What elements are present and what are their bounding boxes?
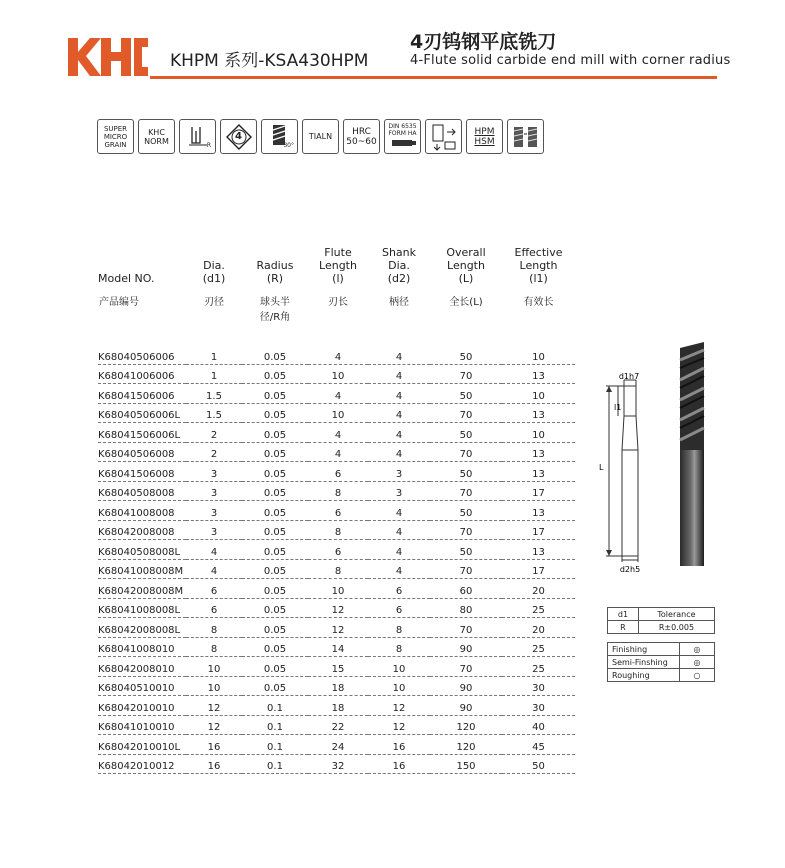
table-cell: 0.05: [242, 559, 308, 579]
table-row: [98, 598, 575, 618]
table-cell: 32: [308, 754, 368, 774]
table-cell: 12: [368, 715, 430, 735]
table-cell: K68040510010: [98, 676, 186, 696]
table-cell: 6: [368, 598, 430, 618]
table-cell: 12: [186, 715, 242, 735]
machining-direction-icon: [425, 119, 462, 154]
semi-finishing-label: Semi-Finshing: [608, 656, 680, 669]
table-cell: 18: [308, 676, 368, 696]
table-cell: 16: [186, 754, 242, 774]
table-cell: 6: [186, 598, 242, 618]
table-cell: 3: [368, 462, 430, 482]
table-cell: 12: [308, 618, 368, 638]
khc-logo: [68, 38, 148, 76]
table-cell: 3: [186, 462, 242, 482]
table-row: [98, 696, 575, 716]
col-header-cn: 球头半 径/R角: [259, 297, 291, 323]
table-cell: K68041008008L: [98, 598, 186, 618]
table-cell: 0.05: [242, 657, 308, 677]
table-cell: 50: [430, 384, 502, 404]
table-cell: 0.1: [242, 715, 308, 735]
table-cell: 1.5: [186, 403, 242, 423]
table-cell: 13: [502, 501, 575, 521]
table-cell: 1: [186, 364, 242, 384]
table-cell: K68042008008L: [98, 618, 186, 638]
khc-norm-icon: KHC NORM: [138, 119, 175, 154]
table-cell: 13: [502, 540, 575, 560]
table-row: [98, 501, 575, 521]
table-cell: K68042008008M: [98, 579, 186, 599]
table-cell: 50: [430, 423, 502, 443]
table-cell: 3: [186, 520, 242, 540]
table-cell: 8: [368, 618, 430, 638]
table-cell: 70: [430, 657, 502, 677]
table-cell: 4: [368, 540, 430, 560]
table-cell: K68041008010: [98, 637, 186, 657]
table-cell: 4: [368, 520, 430, 540]
d2-label: d2h5: [619, 565, 641, 574]
col-header-cn: 全长(L): [449, 297, 483, 308]
table-row: [98, 676, 575, 696]
table-cell: 15: [308, 657, 368, 677]
table-cell: 16: [368, 735, 430, 755]
tolerance-header-d1: d1: [608, 608, 639, 621]
table-cell: 0.05: [242, 676, 308, 696]
coating-tialn-icon: TIALN: [302, 119, 339, 154]
table-cell: 70: [430, 403, 502, 423]
table-cell: 0.05: [242, 598, 308, 618]
table-cell: 3: [368, 481, 430, 501]
table-cell: K68040508008: [98, 481, 186, 501]
table-cell: 4: [368, 442, 430, 462]
table-cell: 0.05: [242, 384, 308, 404]
table-cell: 13: [502, 442, 575, 462]
coolant-icon: [507, 119, 544, 154]
table-cell: 45: [502, 735, 575, 755]
table-cell: 50: [502, 754, 575, 774]
table-cell: 12: [308, 598, 368, 618]
table-cell: 10: [368, 657, 430, 677]
col-header-radius: Radius (R): [256, 259, 294, 285]
table-row: [98, 540, 575, 560]
col-header-cn: 刃长: [328, 297, 348, 308]
table-cell: 120: [430, 715, 502, 735]
corner-radius-icon: R: [179, 119, 216, 154]
table-cell: 17: [502, 520, 575, 540]
l1-label: l1: [614, 403, 622, 412]
table-cell: 10: [368, 676, 430, 696]
col-header-model: Model NO.: [98, 272, 155, 285]
table-cell: 2: [186, 423, 242, 443]
table-cell: 17: [502, 559, 575, 579]
table-row: [98, 579, 575, 599]
table-row: [98, 559, 575, 579]
table-cell: 13: [502, 403, 575, 423]
table-cell: 0.05: [242, 403, 308, 423]
table-cell: K68041506008: [98, 462, 186, 482]
table-cell: 40: [502, 715, 575, 735]
tolerance-table: [607, 607, 715, 634]
table-cell: 25: [502, 637, 575, 657]
table-header-en: [98, 246, 575, 285]
table-cell: 70: [430, 364, 502, 384]
table-cell: 8: [186, 618, 242, 638]
table-cell: 4: [186, 540, 242, 560]
table-cell: 20: [502, 579, 575, 599]
table-row: [98, 462, 575, 482]
hardness-icon: HRC 50~60: [343, 119, 380, 154]
table-cell: 0.05: [242, 540, 308, 560]
table-cell: 10: [308, 579, 368, 599]
table-cell: 12: [368, 696, 430, 716]
table-cell: 20: [502, 618, 575, 638]
table-cell: K68042008008: [98, 520, 186, 540]
table-cell: 50: [430, 462, 502, 482]
table-cell: 120: [430, 735, 502, 755]
table-cell: 30: [502, 676, 575, 696]
table-cell: 8: [368, 637, 430, 657]
table-row: [98, 735, 575, 755]
table-cell: 1: [186, 345, 242, 364]
table-cell: 0.05: [242, 462, 308, 482]
table-cell: 70: [430, 442, 502, 462]
roughing-symbol: ○: [680, 669, 715, 682]
tool-drawing: [596, 340, 726, 580]
table-row: [98, 520, 575, 540]
table-cell: 0.1: [242, 696, 308, 716]
table-cell: 10: [502, 345, 575, 364]
table-cell: K68041506006: [98, 384, 186, 404]
spec-table: [98, 246, 575, 774]
col-header-overall-length: Overall Length (L): [446, 246, 486, 285]
table-cell: 8: [308, 520, 368, 540]
super-micro-grain-icon: SUPER MICRO GRAIN: [97, 119, 134, 154]
table-cell: 25: [502, 598, 575, 618]
table-row: [98, 442, 575, 462]
table-cell: 6: [368, 579, 430, 599]
table-cell: K68042010010L: [98, 735, 186, 755]
d1-label: d1h7: [618, 372, 640, 381]
table-cell: 6: [308, 540, 368, 560]
table-row: [98, 345, 575, 364]
col-header-cn: 产品编号: [99, 297, 139, 308]
table-row: [98, 637, 575, 657]
roughing-label: Roughing: [608, 669, 680, 682]
finishing-symbol: ◎: [680, 643, 715, 656]
table-cell: 13: [502, 364, 575, 384]
table-cell: K68040508008L: [98, 540, 186, 560]
table-cell: 4: [186, 559, 242, 579]
table-cell: K68041008008M: [98, 559, 186, 579]
table-cell: 13: [502, 462, 575, 482]
table-cell: 0.05: [242, 618, 308, 638]
table-cell: 6: [308, 501, 368, 521]
table-cell: 4: [368, 423, 430, 443]
table-cell: 0.05: [242, 579, 308, 599]
semi-finishing-symbol: ◎: [680, 656, 715, 669]
table-cell: 4: [368, 364, 430, 384]
table-cell: 4: [308, 384, 368, 404]
table-cell: 0.05: [242, 501, 308, 521]
table-cell: 4: [308, 442, 368, 462]
table-cell: 150: [430, 754, 502, 774]
table-cell: 6: [308, 462, 368, 482]
table-cell: 90: [430, 696, 502, 716]
col-header-flute-length: Flute Length (l): [319, 246, 357, 285]
feature-icons: [97, 119, 544, 156]
table-cell: 8: [308, 559, 368, 579]
table-cell: 0.05: [242, 442, 308, 462]
table-cell: 0.05: [242, 423, 308, 443]
tool-photo: [680, 342, 704, 566]
tolerance-cell: R±0.005: [638, 621, 714, 634]
table-cell: K68041006006: [98, 364, 186, 384]
table-header-cn: [98, 285, 575, 345]
table-cell: 4: [368, 384, 430, 404]
table-row: [98, 715, 575, 735]
table-cell: 16: [368, 754, 430, 774]
table-cell: 4: [308, 423, 368, 443]
table-cell: 3: [186, 501, 242, 521]
helix-angle-icon: 30°: [261, 119, 298, 154]
table-cell: 90: [430, 676, 502, 696]
header-rule: [150, 76, 717, 79]
tolerance-cell: R: [608, 621, 639, 634]
table-cell: K68040506006: [98, 345, 186, 364]
hpm-hsm-icon: HPM HSM: [466, 119, 503, 154]
col-header-cn: 刃径: [204, 297, 224, 308]
table-cell: 0.05: [242, 364, 308, 384]
page-title-cn: 4刃钨钢平底铣刀: [410, 31, 557, 53]
table-cell: 3: [186, 481, 242, 501]
table-cell: 30: [502, 696, 575, 716]
table-row: [98, 754, 575, 774]
shank-form-icon: DIN 6535 FORM HA: [384, 119, 421, 154]
table-cell: 0.1: [242, 754, 308, 774]
col-header-cn: 有效长: [523, 297, 554, 308]
table-row: [98, 481, 575, 501]
table-cell: K68041506006L: [98, 423, 186, 443]
table-cell: 10: [308, 364, 368, 384]
table-cell: K68041008008: [98, 501, 186, 521]
table-cell: 70: [430, 618, 502, 638]
table-cell: 8: [308, 481, 368, 501]
table-cell: K68042010012: [98, 754, 186, 774]
table-cell: 10: [502, 423, 575, 443]
table-cell: 0.1: [242, 735, 308, 755]
table-cell: K68042010010: [98, 696, 186, 716]
table-cell: K68041010010: [98, 715, 186, 735]
table-cell: 8: [186, 637, 242, 657]
table-row: [98, 403, 575, 423]
table-cell: 0.05: [242, 345, 308, 364]
table-row: [98, 423, 575, 443]
table-cell: K68042008010: [98, 657, 186, 677]
finishing-label: Finishing: [608, 643, 680, 656]
table-cell: 70: [430, 559, 502, 579]
table-cell: 4: [368, 559, 430, 579]
table-cell: 10: [308, 403, 368, 423]
table-cell: 4: [368, 403, 430, 423]
col-header-shank-dia: Shank Dia. (d2): [381, 246, 417, 285]
machining-type-table: [607, 642, 715, 682]
table-cell: 24: [308, 735, 368, 755]
table-cell: 50: [430, 345, 502, 364]
col-header-dia: Dia. (d1): [202, 259, 226, 285]
table-cell: 0.05: [242, 481, 308, 501]
table-cell: 0.05: [242, 520, 308, 540]
table-cell: 4: [368, 501, 430, 521]
table-cell: 50: [430, 540, 502, 560]
table-cell: 70: [430, 481, 502, 501]
col-header-cn: 柄径: [389, 297, 409, 308]
table-cell: 90: [430, 637, 502, 657]
table-cell: 12: [186, 696, 242, 716]
table-cell: K68040506006L: [98, 403, 186, 423]
table-cell: 17: [502, 481, 575, 501]
table-row: [98, 618, 575, 638]
table-cell: 1.5: [186, 384, 242, 404]
table-cell: 10: [502, 384, 575, 404]
table-cell: 70: [430, 520, 502, 540]
table-cell: 2: [186, 442, 242, 462]
four-flute-icon: 4: [220, 119, 257, 154]
table-cell: 25: [502, 657, 575, 677]
table-row: [98, 657, 575, 677]
table-cell: 0.05: [242, 637, 308, 657]
table-cell: 22: [308, 715, 368, 735]
table-row: [98, 384, 575, 404]
series-name: KHPM 系列-KSA430HPM: [170, 51, 369, 71]
table-cell: 4: [368, 345, 430, 364]
table-row: [98, 364, 575, 384]
table-cell: K68040506008: [98, 442, 186, 462]
table-cell: 18: [308, 696, 368, 716]
table-cell: 10: [186, 676, 242, 696]
table-cell: 60: [430, 579, 502, 599]
table-cell: 16: [186, 735, 242, 755]
L-label: L: [599, 463, 604, 472]
col-header-effective-length: Effective Length (l1): [514, 246, 563, 285]
table-cell: 10: [186, 657, 242, 677]
table-cell: 6: [186, 579, 242, 599]
page-title-en: 4-Flute solid carbide end mill with corner radius: [410, 53, 731, 68]
tolerance-header-tolerance: Tolerance: [638, 608, 714, 621]
table-cell: 80: [430, 598, 502, 618]
table-cell: 4: [308, 345, 368, 364]
table-cell: 14: [308, 637, 368, 657]
table-cell: 50: [430, 501, 502, 521]
